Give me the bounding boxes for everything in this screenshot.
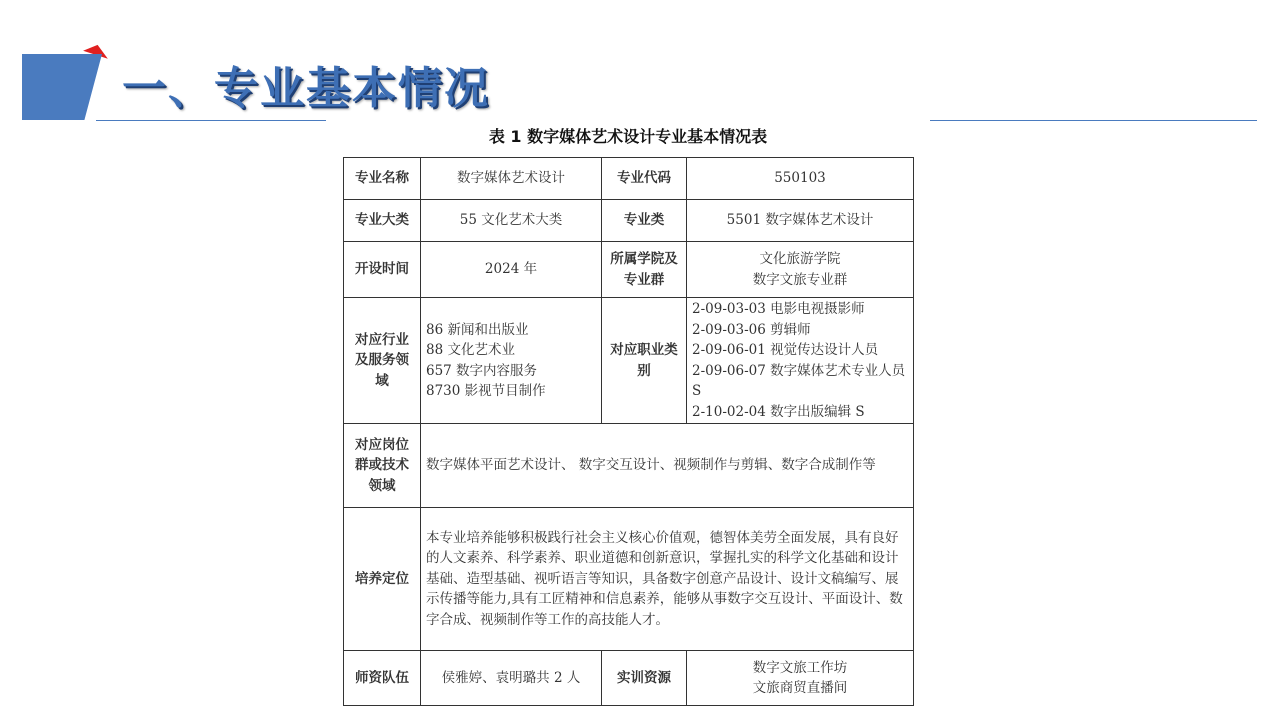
table-row [344, 158, 914, 200]
industry-line: 86 新闻和出版业 [426, 321, 529, 338]
faculty-value: 侯雅婷、袁明璐共 2 人 [421, 651, 602, 706]
major-name-value: 数字媒体艺术设计 [421, 158, 602, 200]
page-title: 一、专业基本情况 [122, 63, 490, 114]
industry-line: 8730 影视节目制作 [426, 383, 546, 399]
goal-label: 培养定位 [344, 508, 421, 651]
table-row [344, 298, 914, 424]
industry-line: 88 文化艺术业 [426, 342, 515, 358]
posts-value: 数字媒体平面艺术设计、 数字交互设计、视频制作与剪辑、数字合成制作等 [421, 424, 914, 508]
college-line: 数字文旅专业群 [752, 271, 848, 288]
major-code-label: 专业代码 [602, 158, 687, 200]
posts-label: 对应岗位群或技术领域 [344, 424, 421, 508]
title-decor-block [22, 54, 102, 120]
college-line: 文化旅游学院 [759, 251, 841, 267]
category-value: 55 文化艺术大类 [421, 200, 602, 242]
occupation-value [687, 298, 914, 424]
class-value: 5501 数字媒体艺术设计 [687, 200, 914, 242]
industry-value [421, 298, 602, 424]
occupation-line: 2-09-06-07 数字媒体艺术专业人员 S [692, 362, 906, 399]
major-info-table [343, 157, 914, 706]
class-label: 专业类 [602, 200, 687, 242]
faculty-label: 师资队伍 [344, 651, 421, 706]
goal-value: 本专业培养能够积极践行社会主义核心价值观，德智体美劳全面发展，具有良好的人文素养、科学素养、职业道德和创新意识，掌握扎实的科学文化基础和设计基础、造型基础、视听语言等知识，具备数字创意产品设计、设计文稿编写、展示传播等能力,具有工匠精神和信息素养，能够从事数字交互设计、平面设计、数字合成、视频制作等工作的高技能人才。 [421, 508, 914, 651]
major-name-label: 专业名称 [344, 158, 421, 200]
industry-line: 657 数字内容服务 [426, 362, 538, 379]
table-caption: 表 1 数字媒体艺术设计专业基本情况表 [488, 127, 768, 146]
category-label: 专业大类 [344, 200, 421, 242]
industry-label: 对应行业及服务领域 [344, 298, 421, 424]
major-code-value: 550103 [687, 158, 914, 200]
occupation-line: 2-10-02-04 数字出版编辑 S [692, 403, 865, 420]
occupation-line: 2-09-06-01 视觉传达设计人员 [692, 342, 879, 358]
occupation-label: 对应职业类别 [602, 298, 687, 424]
table-row [344, 651, 914, 706]
occupation-line: 2-09-03-06 剪辑师 [692, 321, 811, 338]
college-value [687, 242, 914, 298]
title-rule-left [96, 120, 326, 121]
training-label: 实训资源 [602, 651, 687, 706]
start-value: 2024 年 [421, 242, 602, 298]
table-row [344, 200, 914, 242]
title-rule-right [930, 120, 1257, 121]
college-label: 所属学院及专业群 [602, 242, 687, 298]
occupation-line: 2-09-03-03 电影电视摄影师 [692, 301, 865, 317]
table-row [344, 424, 914, 508]
training-line: 文旅商贸直播间 [752, 680, 848, 696]
start-label: 开设时间 [344, 242, 421, 298]
table-row [344, 242, 914, 298]
training-line: 数字文旅工作坊 [752, 659, 848, 676]
table-row [344, 508, 914, 651]
training-value [687, 651, 914, 706]
